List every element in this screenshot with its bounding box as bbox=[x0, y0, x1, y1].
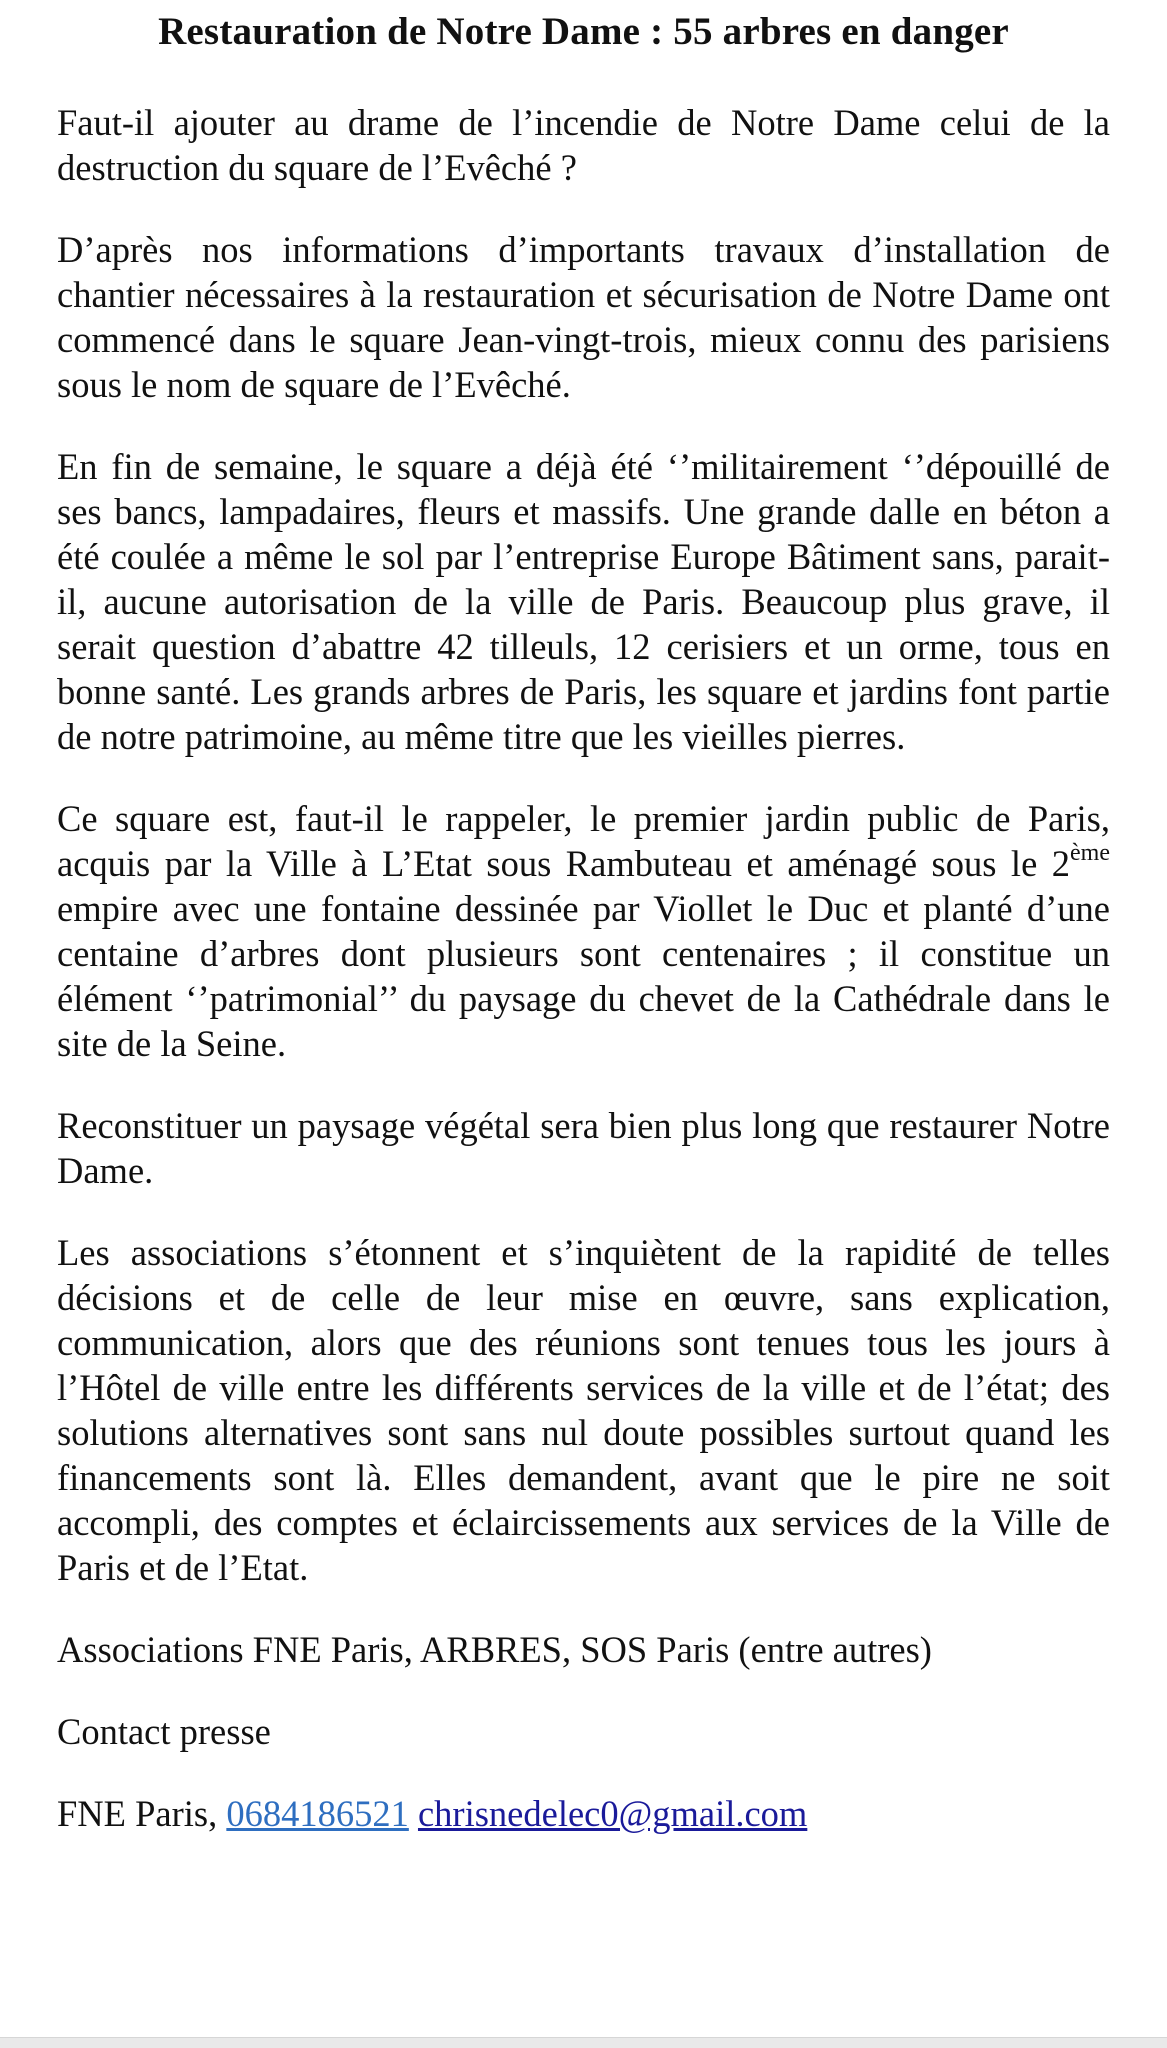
email-link[interactable]: chrisnedelec0@gmail.com bbox=[417, 1793, 808, 1834]
document-title: Restauration de Notre Dame : 55 arbres en danger bbox=[158, 10, 1009, 53]
paragraph-contact-heading: Contact presse bbox=[57, 1711, 271, 1752]
paragraph-associations: Les associations s’étonnent et s’inquiètent de la rapidité de telles décisions et de celle de leur mise en œuvre, sans explication, communication, alors que des réunions sont tenues tous les jours à l’Hôtel de ville entre les différents services de la ville et de l’état; des solutions alternatives sont sans nul doute possibles surtout quand les financements sont là. Elles demandent, avant que le pire ne soit accompli, des comptes et éclaircissements aux services de la Ville de Paris et de l’Etat. bbox=[57, 1232, 1110, 1588]
paragraph-works: D’après nos informations d’importants travaux d’installation de chantier nécessaires à la restauration et sécurisation de Notre Dame ont commencé dans le square Jean-vingt-trois, mieux connu des parisiens sous le nom de square de l’Evêché. bbox=[57, 229, 1110, 405]
contact-prefix: FNE Paris, bbox=[57, 1793, 227, 1834]
phone-link[interactable]: 0684186521 bbox=[226, 1793, 409, 1834]
paragraph-intro: Faut-il ajouter au drame de l’incendie de Notre Dame celui de la destruction du square de l’Evêché ? bbox=[57, 102, 1110, 188]
paragraph-history bbox=[57, 796, 1110, 1066]
history-text-start: Ce square est, faut-il le rappeler, le premier jardin public de Paris, acquis par la Ville à L’Etat sous Rambuteau et aménagé sous le 2 bbox=[57, 798, 1110, 884]
paragraph-signatories: Associations FNE Paris, ARBRES, SOS Paris (entre autres) bbox=[57, 1629, 932, 1670]
contact-line bbox=[57, 1791, 1110, 1836]
history-text-end: empire avec une fontaine dessinée par Viollet le Duc et planté d’une centaine d’arbres dont plusieurs sont centenaires ; il constitue un élément ‘’patrimonial’’ du paysage du chevet de la Cathédrale dans le site de la Seine. bbox=[57, 888, 1110, 1064]
paragraph-weekend: En fin de semaine, le square a déjà été ‘’militairement ‘’dépouillé de ses bancs, lampadaires, fleurs et massifs. Une grande dalle en béton a été coulée a même le sol par l’entreprise Europe Bâtiment sans, parait-il, aucune autorisation de la ville de Paris. Beaucoup plus grave, il serait question d’abattre 42 tilleuls, 12 cerisiers et un orme, tous en bonne santé. Les grands arbres de Paris, les square et jardins font partie de notre patrimoine, au même titre que les vieilles pierres. bbox=[57, 446, 1110, 757]
paragraph-landscape: Reconstituer un paysage végétal sera bien plus long que restaurer Notre Dame. bbox=[57, 1105, 1110, 1191]
bottom-divider bbox=[0, 2037, 1167, 2048]
history-superscript: ème bbox=[1070, 840, 1110, 866]
